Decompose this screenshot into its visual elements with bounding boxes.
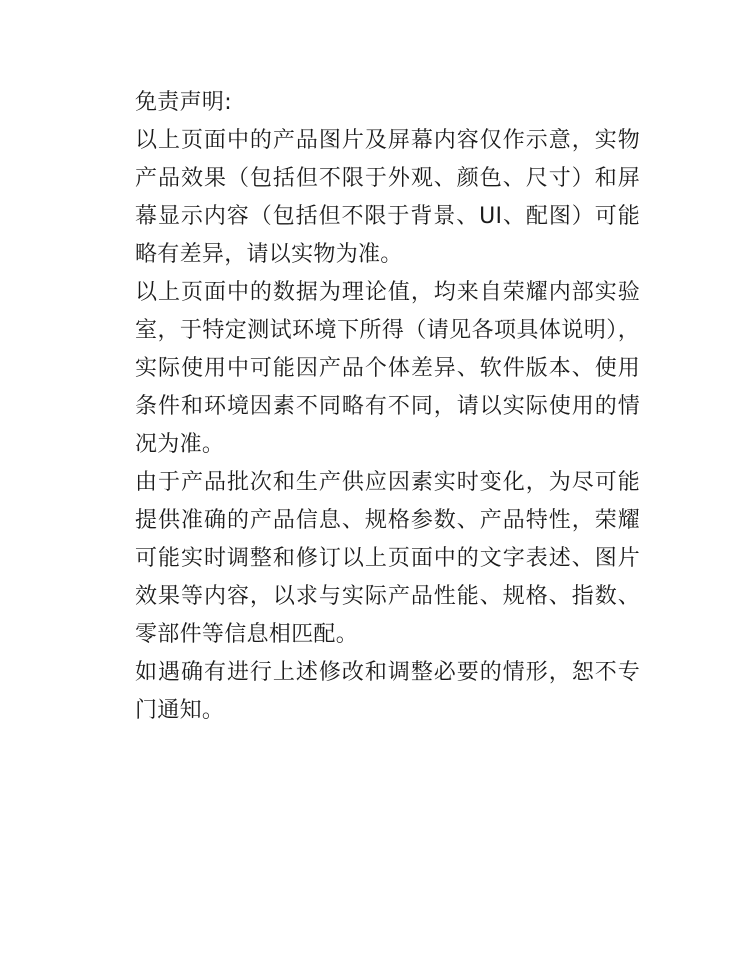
disclaimer-paragraph-data: 以上页面中的数据为理论值，均来自荣耀内部实验室，于特定测试环境下所得（请见各项具体说明），实际使用中可能因产品个体差异、软件版本、使用条件和环境因素不同略有不同，请以实际使用的情况为准。 [135,280,640,457]
disclaimer-title: 免责声明: [135,90,232,115]
disclaimer-paragraph-images: 以上页面中的产品图片及屏幕内容仅作示意，实物产品效果（包括但不限于外观、颜色、尺寸）和屏幕显示内容（包括但不限于背景、UI、配图）可能略有差异，请以实物为准。 [135,128,640,267]
disclaimer-paragraph-revisions: 由于产品批次和生产供应因素实时变化，为尽可能提供准确的产品信息、规格参数、产品特性，荣耀可能实时调整和修订以上页面中的文字表述、图片效果等内容，以求与实际产品性能、规格、指数、零部件等信息相匹配。 [135,470,640,647]
disclaimer-paragraph-notice: 如遇确有进行上述修改和调整必要的情形，恕不专门通知。 [135,660,640,723]
disclaimer-block [135,84,640,730]
